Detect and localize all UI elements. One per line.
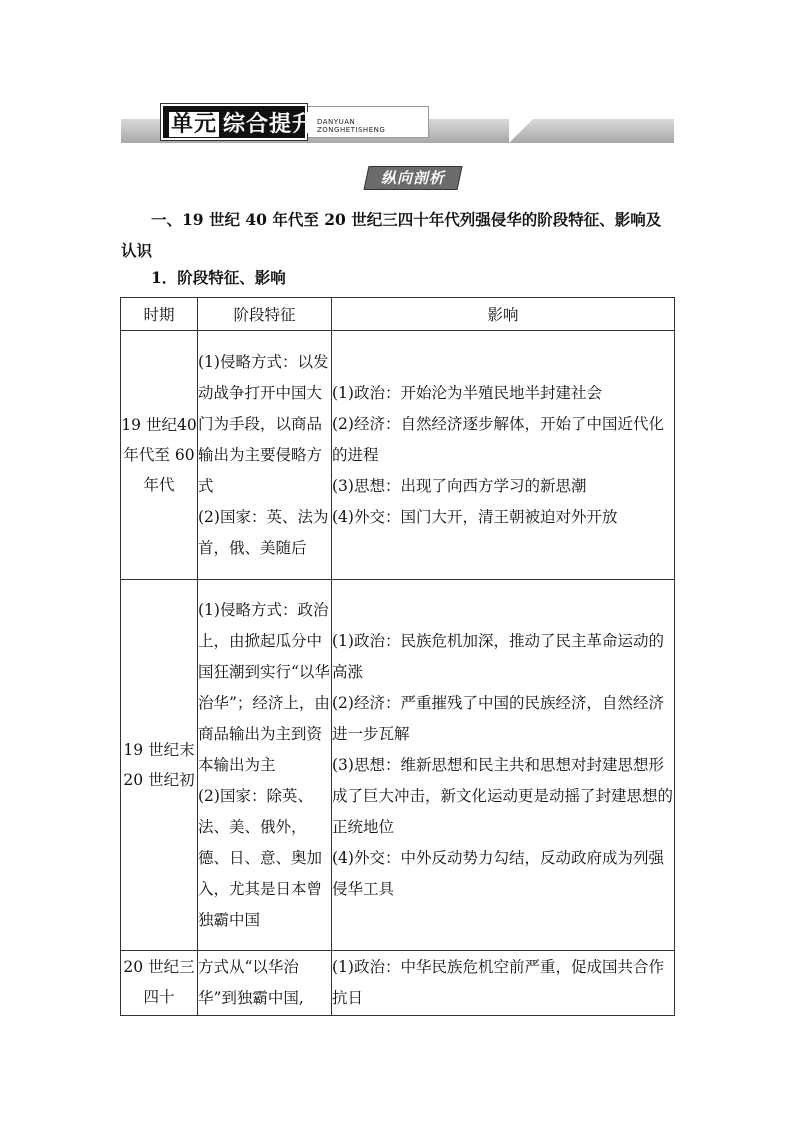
table-header-row [121,298,675,331]
feature-text: (1)侵略方式：政治上，由掀起瓜分中国狂潮到实行“以华治华”；经济上，由商品输出为主到资本输出为主 (2)国家：除英、法、美、俄外，德、日、意、奥加入，尤其是日本曾独霸中国 [198,600,330,929]
impact-text: (1)政治：开始沦为半殖民地半封建社会 (2)经济：自然经济逐步解体，开始了中国近代化的进程 (3)思想：出现了向西方学习的新思潮 (4)外交：国门大开，清王朝被迫对外开放 [332,383,664,526]
period-text: 20 世纪三四十 [123,958,195,1006]
period-cell [121,331,198,580]
subsection-heading: 1．阶段特征、影响 [151,268,286,287]
banner-title [169,107,315,138]
banner-pinyin [317,118,385,134]
period-cell [121,951,198,1016]
feature-cell [198,951,332,1016]
banner-title-rest: 综合提升 [223,111,316,137]
period-cell [121,580,198,951]
impact-text: (1)政治：民族危机加深，推动了民主革命运动的高涨 (2)经济：严重摧残了中国的民族经济，自然经济进一步瓦解 (3)思想：维新思想和民主共和思想对封建思想形成了巨大冲击，新文化运动更是动摇了封建思想的正统地位 (4)外交：中外反动势力勾结，反动政府成为列强侵华工具 [332,631,674,898]
stage-table [120,297,675,1016]
feature-text: 方式从“以华治华”到独霸中国, [198,958,304,1007]
table-row [121,580,675,951]
section-tag: 纵向剖析 [380,169,445,187]
banner-title-box [161,104,316,140]
banner-pinyin-line2: ZONGHETISHENG [317,126,386,134]
header-impact: 影响 [332,298,675,331]
header-period: 时期 [121,298,198,331]
feature-cell [198,331,332,580]
table-row [121,331,675,580]
banner-title-first: 单元 [171,111,218,137]
impact-cell [332,951,675,1016]
period-text: 19 世纪末 20 世纪初 [123,741,195,789]
impact-text: (1)政治：中华民族危机空前严重，促成国共合作抗日 [332,958,664,1007]
section-heading: 一、19 世纪 40 年代至 20 世纪三四十年代列强侵华的阶段特征、影响及认识 [121,210,662,260]
impact-cell [332,331,675,580]
period-text: 19 世纪40 年代至 60 年代 [121,416,197,494]
feature-text: (1)侵略方式：以发动战争打开中国大门为手段，以商品输出为主要侵略方式 (2)国家：英、法为首，俄、美随后 [198,352,329,557]
unit-banner [121,104,674,144]
banner-notch [509,119,533,143]
header-feature: 阶段特征 [198,298,332,331]
feature-cell [198,580,332,951]
table-row [121,951,675,1016]
impact-cell [332,580,675,951]
banner-pinyin-line1: DANYUAN [317,118,356,126]
